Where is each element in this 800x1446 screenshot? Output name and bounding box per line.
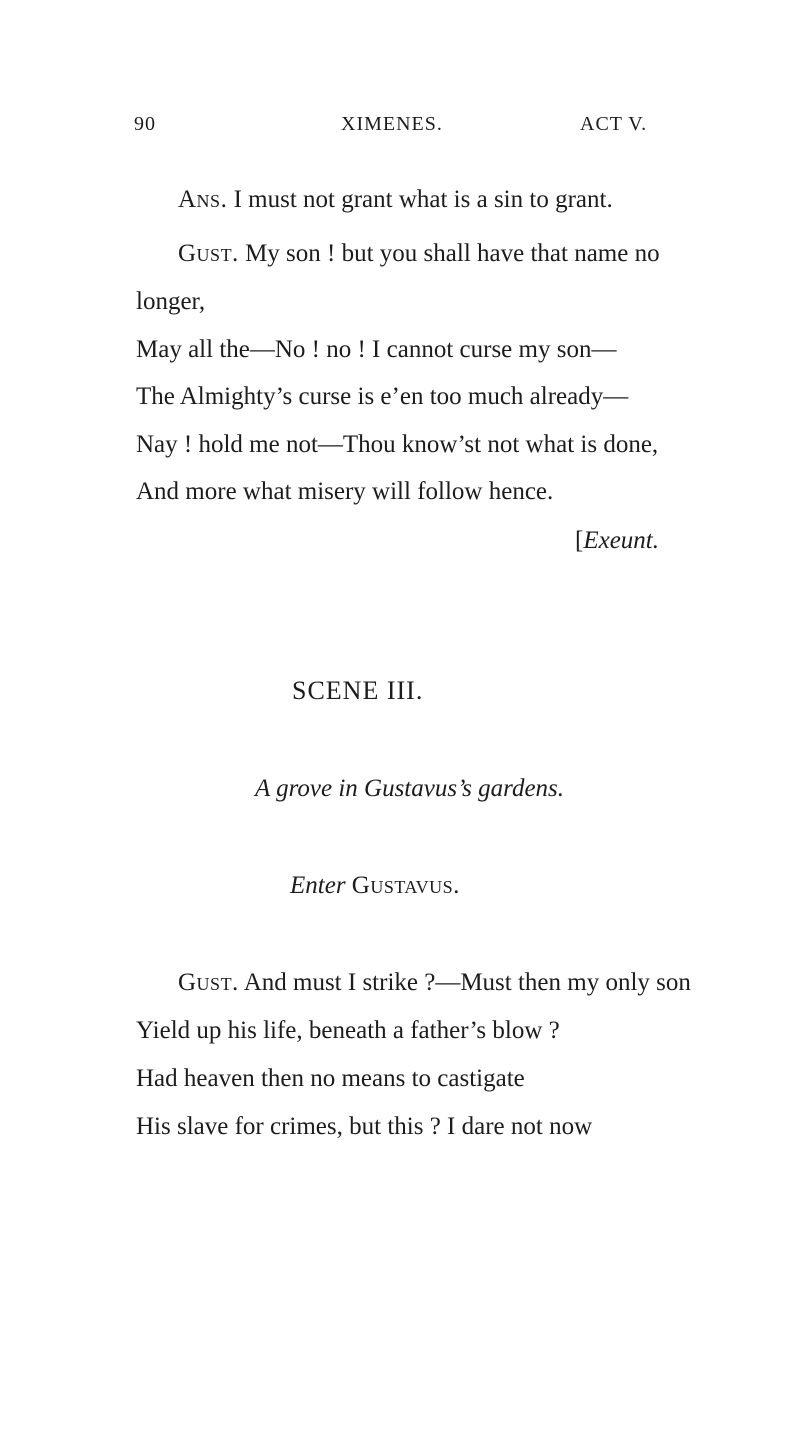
scene-title: SCENE III. [292,676,424,705]
enter-verb: Enter [290,872,346,899]
speaker-name: Ans. [178,186,228,213]
stage-direction-enter [290,871,460,901]
line-text: And must I strike ?—Must then my only son [243,969,691,996]
speaker-name: Gust. [178,240,239,267]
dialogue-line: The Almighty’s curse is e’en too much already— [136,383,629,410]
dialogue-line [178,239,660,269]
line-text: My son ! but you shall have that name no [245,240,660,267]
stage-direction-exit [575,526,659,556]
dialogue-line: longer, [136,288,206,315]
dialogue-line: May all the—No ! no ! I cannot curse my son— [136,336,617,363]
character-name: Gustavus. [351,872,460,899]
act-label: ACT V. [580,113,648,135]
speaker-name: Gust. [178,969,239,996]
exeunt: Exeunt. [583,527,659,554]
dialogue-line: Yield up his life, beneath a father’s blow ? [136,1017,560,1044]
dialogue-line: Had heaven then no means to castigate [136,1065,525,1092]
running-title: XIMENES. [341,113,443,135]
scene-setting: A grove in Gustavus’s gardens. [255,775,565,802]
dialogue-line: His slave for crimes, but this ? I dare not now [136,1113,593,1140]
line-text: I must not grant what is a sin to grant. [233,186,613,213]
page-number: 90 [134,113,156,135]
dialogue-line: Nay ! hold me not—Thou know’st not what is done, [136,431,659,458]
dialogue-line [178,185,613,215]
dialogue-line: And more what misery will follow hence. [136,478,554,505]
bracket: [ [575,527,584,554]
dialogue-line [178,968,691,998]
